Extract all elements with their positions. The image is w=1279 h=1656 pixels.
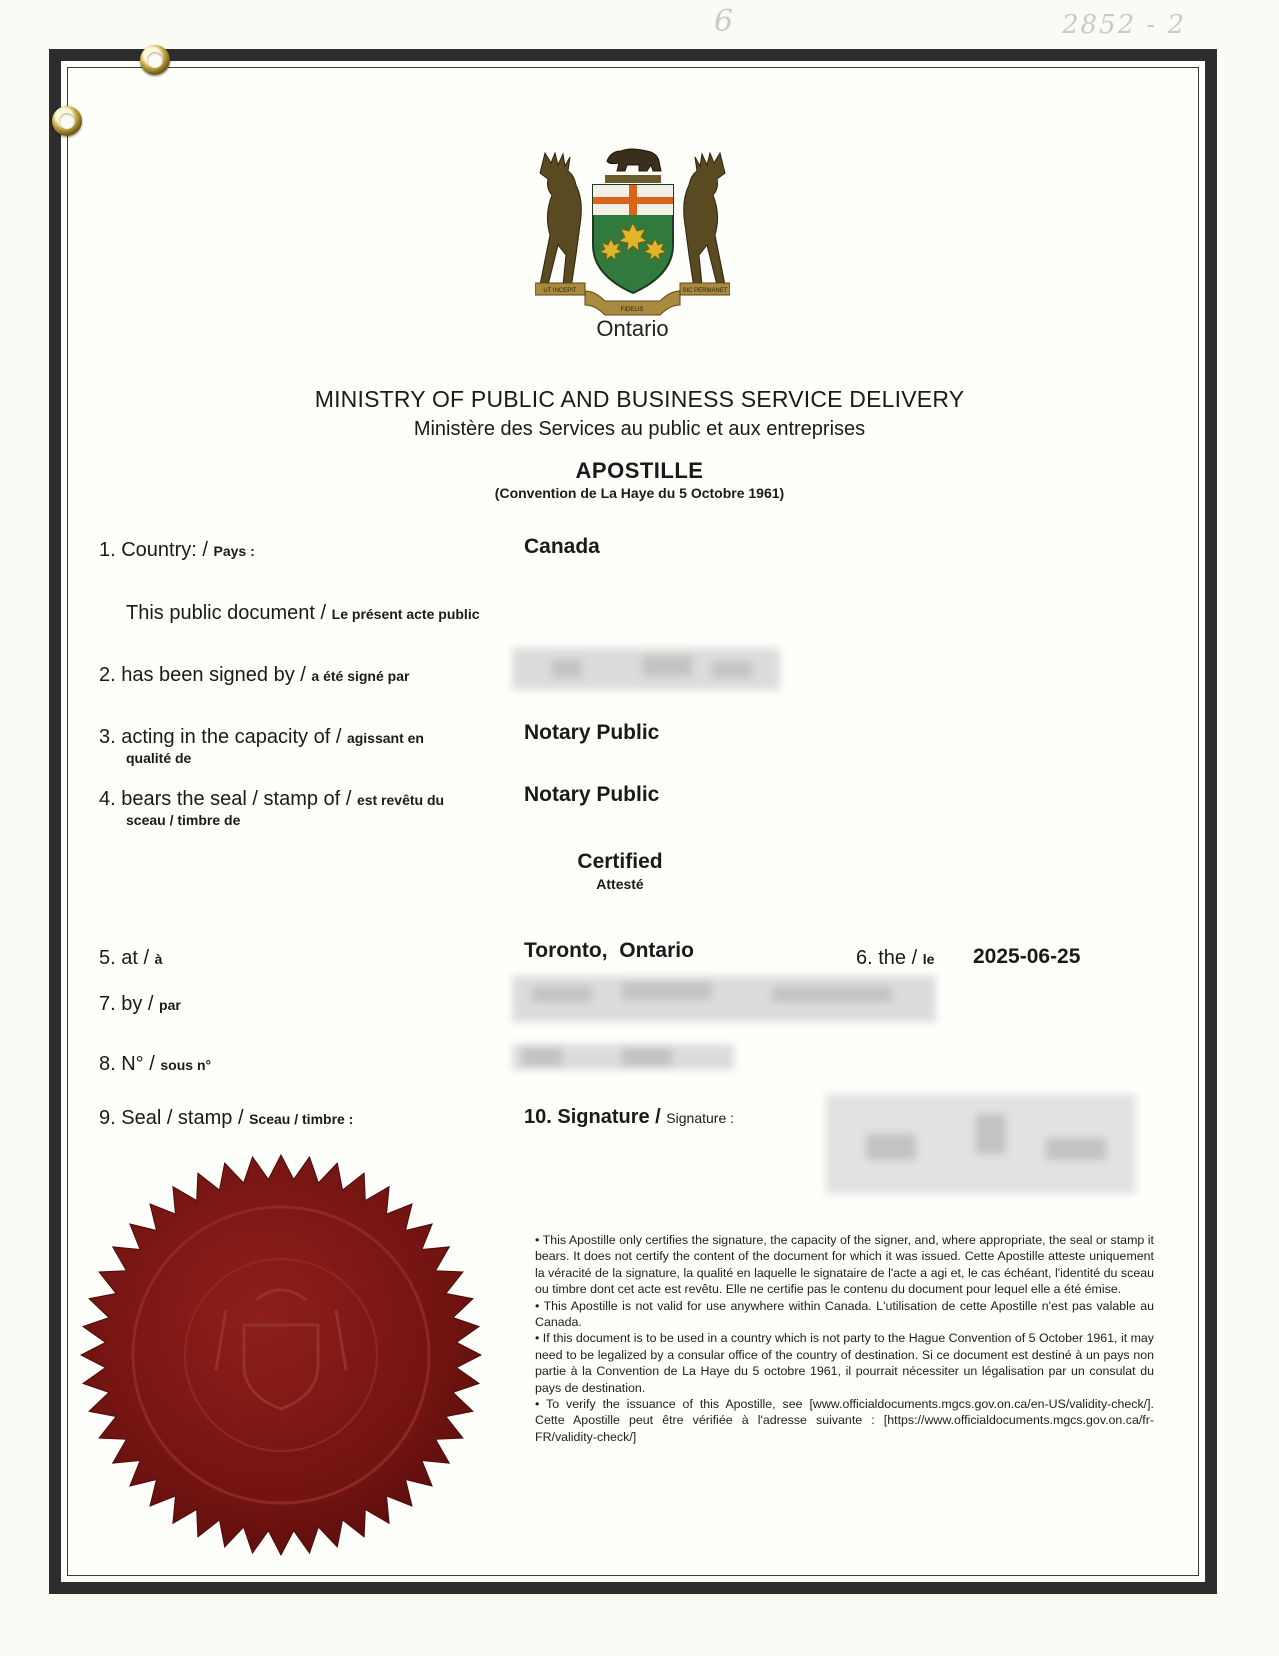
redacted-signer [512,648,780,690]
motto-center: FIDELIS [620,307,644,313]
country-value: Canada [524,535,600,558]
signed-by-label: 2. has been signed by / a été signé par [99,664,410,686]
capacity-label: 3. acting in the capacity of / agissant en qualité de [99,726,424,766]
place-value: Toronto, Ontario [524,939,694,962]
certified-fr: Attesté [596,876,644,892]
certified-en: Certified [577,850,663,873]
redacted-signature [826,1094,1136,1194]
grommet-icon [140,45,170,75]
public-document-label: This public document / Le présent acte public [126,602,480,624]
date-value: 2025-06-25 [973,945,1081,968]
seal-stamp-label: 9. Seal / stamp / Sceau / timbre : [99,1107,354,1129]
capacity-value: Notary Public [524,721,660,744]
ministry-red-seal [76,1150,486,1565]
country-label: 1. Country: / Pays : [99,539,255,561]
seal-of-value: Notary Public [524,783,660,806]
date-label: 6. the / le [856,947,935,969]
ontario-label: Ontario [596,316,669,341]
disclaimer-paragraph: • This Apostille only certifies the signature, the capacity of the signer, and, where appropriate, the seal or stamp it bears. It does not certify the content of the document for which it was issued. Cette Apostille atteste uniquement la véracité de la signature, la qualité en laquelle le signataire de l'acte a agi et, le cas échéant, l'identité du sceau ou timbre dont cet acte est revêtu. Elle ne certifie pas le contenu du document pour lequel elle a été émise. [535,1233,1154,1297]
motto-left: UT INCEPIT [543,288,577,294]
disclaimer-paragraph: • To verify the issuance of this Apostille, see [www.officialdocuments.mgcs.gov.on.ca/en-US/validity-check/]. Cette Apostille peut être vérifiée à l'adresse suivante : [https://www.officialdocuments.mgcs.gov.on.ca/fr-FR/validity-check/] [535,1397,1154,1444]
signature-label: 10. Signature / Signature : [524,1106,735,1128]
at-label: 5. at / à [99,947,163,969]
seal-of-label: 4. bears the seal / stamp of / est revêtu du sceau / timbre de [99,788,445,828]
page-title: APOSTILLE [575,458,704,483]
pencil-annotation: 2852 - 2 [1062,10,1187,40]
pencil-annotation: 6 [714,4,734,39]
grommet-icon [52,106,82,136]
ontario-coat-of-arms [535,145,730,325]
by-label: 7. by / par [99,993,181,1015]
motto-right: SIC PERMANET [682,288,728,294]
convention-subtitle: (Convention de La Haye du 5 Octobre 1961) [494,485,785,501]
apostille-disclaimer [535,1232,1154,1445]
number-label: 8. N° / sous n° [99,1053,212,1075]
disclaimer-paragraph: • This Apostille is not valid for use anywhere within Canada. L'utilisation de cette Apostille n'est pas valable au Canada. [535,1298,1154,1330]
certified-block [520,850,720,892]
disclaimer-paragraph: • If this document is to be used in a country which is not party to the Hague Convention of 5 October 1961, it may need to be legalized by a consular office of the country of destination. Si ce document est destiné à un pays non partie à la Convention de La Haye du 5 octobre 1961, il pourrait nécessiter un légalisation par un consulat du pays de destination. [535,1331,1154,1395]
ministry-title-en: MINISTRY OF PUBLIC AND BUSINESS SERVICE DELIVERY [314,386,965,412]
ministry-title-fr: Ministère des Services au public et aux entreprises [413,418,866,440]
redacted-official [512,976,936,1022]
redacted-number [512,1044,734,1070]
